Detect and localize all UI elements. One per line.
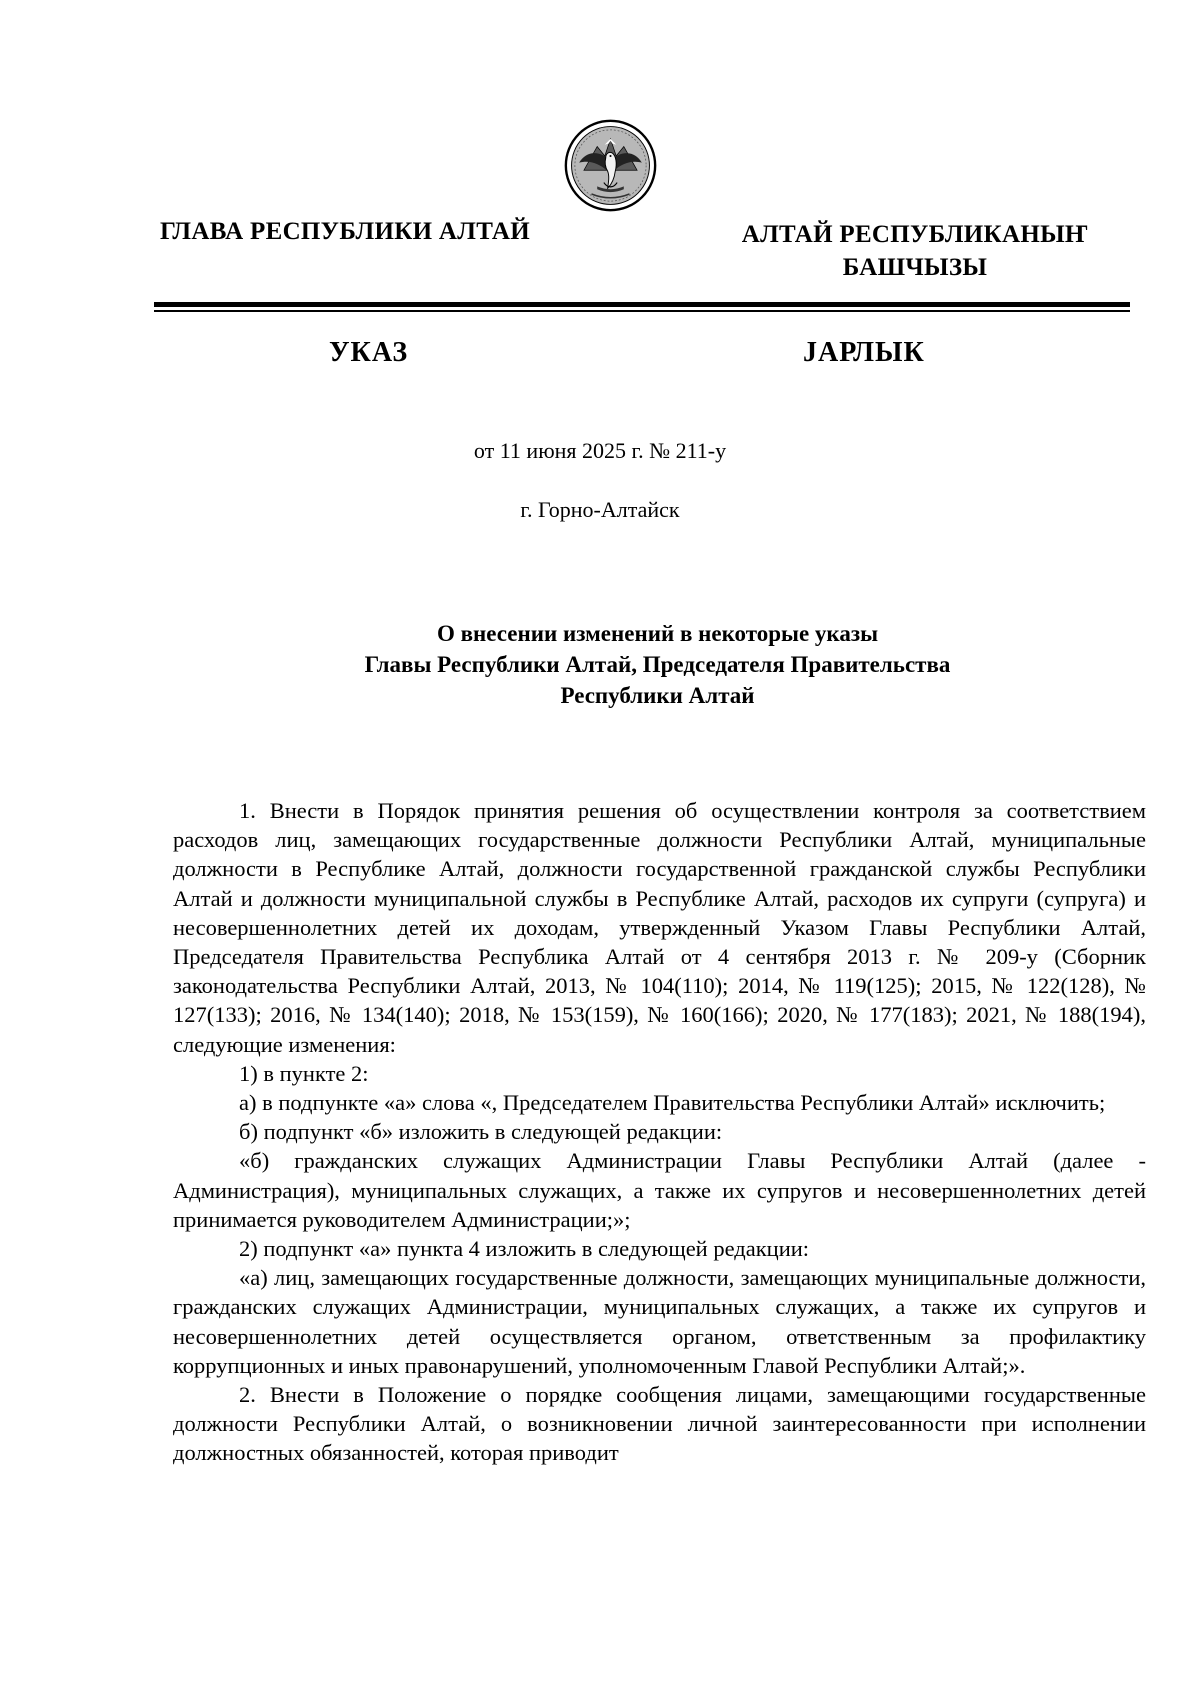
body-paragraph: 2) подпункт «а» пункта 4 изложить в следующей редакции: [239,1236,810,1262]
document-date-number: от 11 июня 2025 г. № 211-у [473,438,727,463]
issuer-title-russian: ГЛАВА РЕСПУБЛИКИ АЛТАЙ [160,218,531,245]
header-divider-thin [154,310,1130,312]
body-paragraph: б) подпункт «б» изложить в следующей редакции: [239,1119,723,1145]
document-title-line2: Главы Республики Алтай, Председателя Правительства [364,652,951,677]
coat-of-arms-emblem [563,118,658,213]
body-paragraph: «б) гражданских служащих Администрации Главы Республики Алтай (далее - Администрация), муниципальных служащих, а также их супругов и несовершеннолетних детей принимается руководителем Администрации;»; [173,1148,1146,1232]
header-divider-thick [154,302,1130,307]
document-title-line3: Республики Алтай [560,683,755,708]
document-city: г. Горно-Алтайск [520,497,680,522]
body-paragraph: 2. Внести в Положение о порядке сообщения лицами, замещающими государственные должности Республики Алтай, о возникновении личной заинтересованности при исполнении должностных обязанностей, которая приводит [173,1382,1146,1466]
document-body [173,796,1146,1468]
issuer-title-altai-line2: БАШЧЫЗЫ [842,254,988,281]
body-paragraph: а) в подпункте «а» слова «, Председателем Правительства Республики Алтай» исключить; [239,1090,1106,1116]
document-type-altai: ЈАРЛЫК [803,337,925,368]
document-type-russian: УКАЗ [329,337,409,368]
body-paragraph: 1. Внести в Порядок принятия решения об осуществлении контроля за соответствием расходов лиц, замещающих государственные должности Республики Алтай, муниципальные должности в Республике Алтай, должности государственной гражданской службы Республики Алтай и должности муниципальной службы в Республике Алтай, расходов их супруги (супруга) и несовершеннолетних детей их доходам, утвержденный Указом Главы Республики Алтай, Председателя Правительства Республика Алтай от 4 сентября 2013 г. № 209-у (Сборник законодательства Республики Алтай, 2013, № 104(110); 2014, № 119(125); 2015, № 122(128), № 127(133); 2016, № 134(140); 2018, № 153(159), № 160(166); 2020, № 177(183); 2021, № 188(194), следующие изменения: [173,798,1146,1057]
document-title-line1: О внесении изменений в некоторые указы [436,621,879,646]
issuer-title-altai [720,218,1110,284]
issuer-title-altai-line1: АЛТАЙ РЕСПУБЛИКАНЫҤ [741,221,1089,248]
document-title [160,618,1155,711]
body-paragraph: 1) в пункте 2: [239,1060,369,1086]
body-paragraph: «а) лиц, замещающих государственные должности, замещающих муниципальные должности, гражданских служащих Администрации, муниципальных служащих, а также их супругов и несовершеннолетних детей осуществляется органом, ответственным за профилактику коррупционных и иных правонарушений, уполномоченным Главой Республики Алтай;». [173,1265,1146,1378]
